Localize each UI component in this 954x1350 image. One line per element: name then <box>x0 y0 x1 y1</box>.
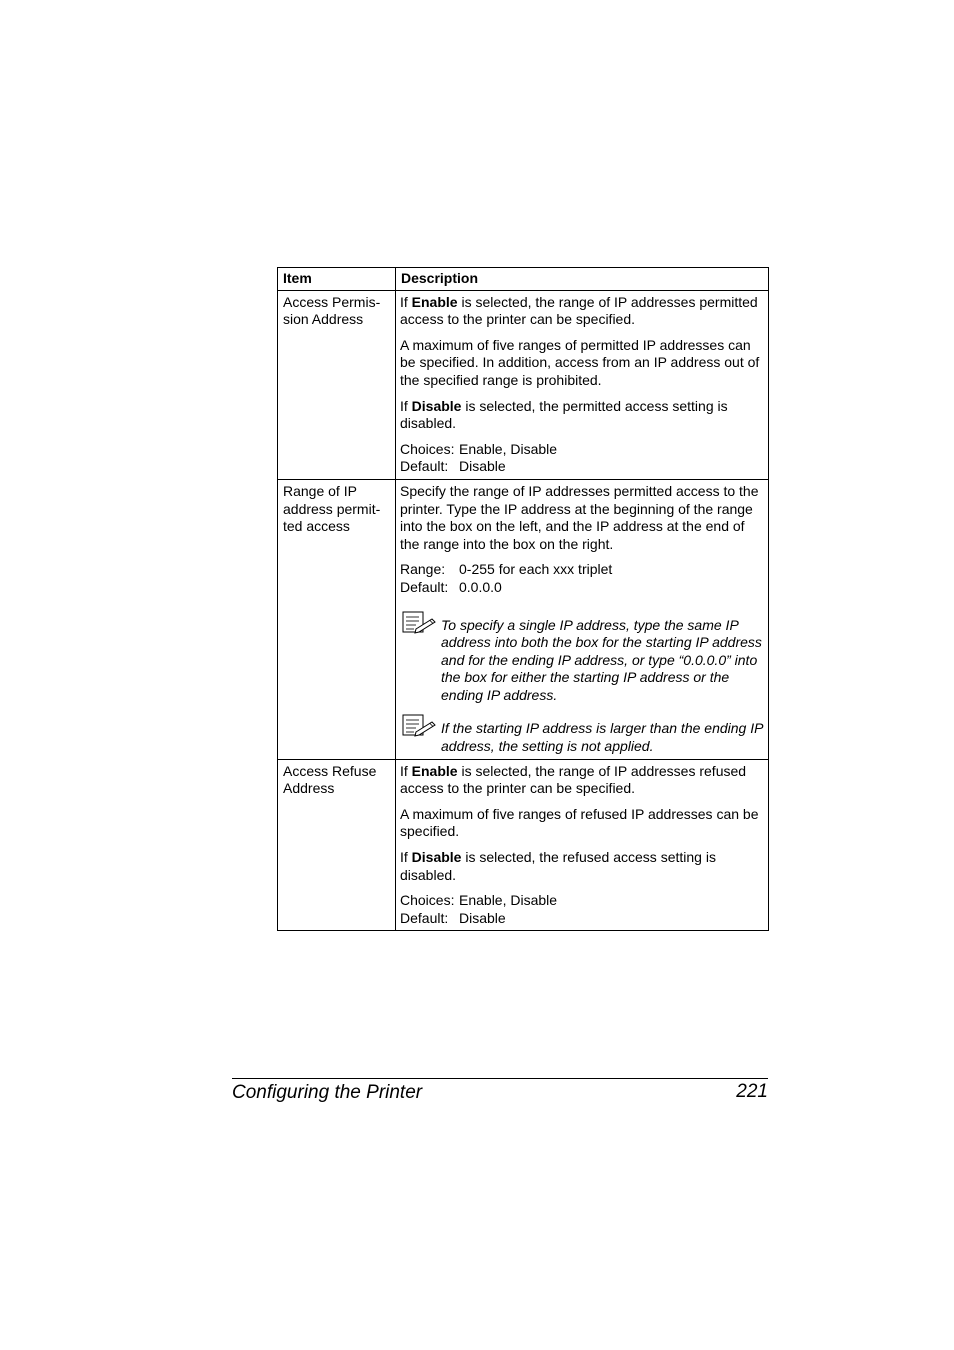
note-text: To specify a single IP address, type the same IP address into both the box for the starting IP address and for the ending IP address, or type “0.0.0.0” into the box for either the starting IP address or the ending IP address. <box>441 616 762 703</box>
description-paragraph: A maximum of five ranges of permitted IP addresses can be specified. In addition, access from an IP address out of the specified range is prohibited. <box>400 336 760 388</box>
choices-default-block <box>400 441 766 476</box>
description-paragraph: A maximum of five ranges of refused IP addresses can be specified. <box>400 805 759 840</box>
default-line: Default: Disable <box>400 458 506 475</box>
description-paragraph: If Disable is selected, the permitted access setting is disabled. <box>400 397 728 432</box>
description-cell <box>396 759 769 931</box>
note-pencil-icon <box>402 611 436 635</box>
description-paragraph: If Enable is selected, the range of IP addresses refused access to the printer can be specified. <box>400 762 747 797</box>
choices-line: Choices: Enable, Disable <box>400 440 558 457</box>
note <box>400 617 766 705</box>
description-paragraph: Specify the range of IP addresses permitted access to the printer. Type the IP address at the beginning of the range into the box on the left, and the IP address at the end of the range into the box on the right. <box>400 482 759 552</box>
table-row <box>278 759 769 931</box>
footer-divider <box>232 1078 768 1079</box>
note <box>400 720 766 755</box>
header-description: Description <box>396 268 769 291</box>
description-cell <box>396 479 769 759</box>
range-line: Range: 0-255 for each xxx triplet <box>400 561 613 578</box>
table-header-row <box>278 268 769 291</box>
table-row <box>278 479 769 759</box>
default-line: Default: 0.0.0.0 <box>400 578 502 595</box>
default-line: Default: Disable <box>400 909 506 926</box>
table-row <box>278 290 769 479</box>
range-default-block <box>400 561 766 596</box>
settings-table <box>277 267 769 931</box>
item-label: Access Refuse Address <box>283 762 377 797</box>
footer-section-title: Configuring the Printer <box>232 1082 423 1103</box>
note-text: If the starting IP address is larger than the ending IP address, the setting is not applied. <box>441 720 763 755</box>
note-pencil-icon <box>402 714 436 738</box>
item-label: Range of IP address permit- ted access <box>283 482 381 535</box>
header-item: Item <box>278 268 396 291</box>
choices-line: Choices: Enable, Disable <box>400 892 558 909</box>
item-cell <box>278 479 396 759</box>
footer-page-number: 221 <box>736 1081 768 1102</box>
item-cell <box>278 290 396 479</box>
item-cell <box>278 759 396 931</box>
item-label: Access Permis- sion Address <box>283 293 381 328</box>
description-cell <box>396 290 769 479</box>
description-paragraph: If Enable is selected, the range of IP addresses permitted access to the printer can be specified. <box>400 293 758 328</box>
description-paragraph: If Disable is selected, the refused access setting is disabled. <box>400 849 716 883</box>
choices-default-block <box>400 892 766 927</box>
